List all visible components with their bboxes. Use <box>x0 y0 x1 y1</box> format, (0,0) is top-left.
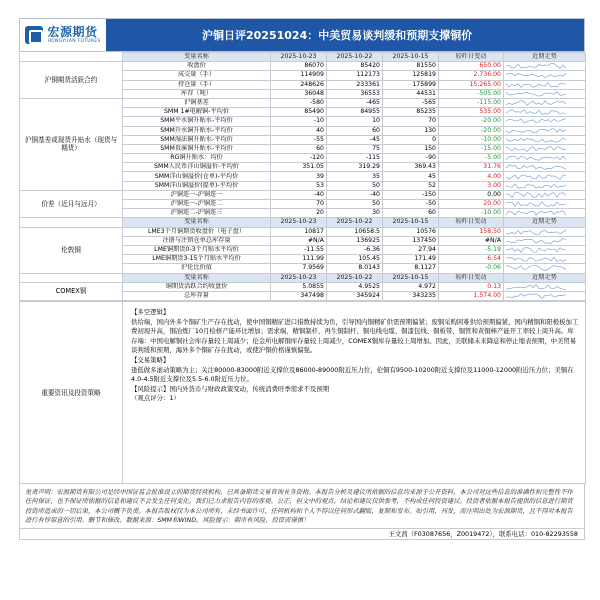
value-cell: -11.55 <box>271 245 327 254</box>
value-cell: -40 <box>271 190 327 199</box>
category-cell: 沪铜期货活跃合约 <box>20 62 123 99</box>
value-cell: 4.972 <box>383 282 439 291</box>
sparkline-path <box>506 238 566 243</box>
change-cell: -10.00 <box>439 209 504 218</box>
trend-cell <box>504 264 586 273</box>
value-cell: 40 <box>271 126 327 135</box>
value-cell: 50 <box>327 181 383 190</box>
change-cell: 31.76 <box>439 163 504 172</box>
trend-sparkline <box>506 292 566 300</box>
column-header: 2025-10-22 <box>327 53 383 62</box>
change-cell: -505.00 <box>439 89 504 98</box>
trend-sparkline <box>506 191 566 199</box>
value-cell: -40 <box>327 190 383 199</box>
value-cell: 60 <box>327 126 383 135</box>
change-cell: 535.00 <box>439 108 504 117</box>
column-header: 2025-10-15 <box>383 273 439 282</box>
trend-cell <box>504 154 586 163</box>
indicator-name: SMM升水铜升贴水-平均价 <box>123 126 271 135</box>
value-cell: 36553 <box>327 89 383 98</box>
column-header: 2025-10-15 <box>383 218 439 227</box>
value-cell: -565 <box>383 98 439 107</box>
value-cell: 10817 <box>271 227 327 236</box>
value-cell: 52 <box>383 181 439 190</box>
value-cell: 4.9525 <box>327 282 383 291</box>
trend-cell <box>504 135 586 144</box>
trend-sparkline <box>506 173 566 181</box>
trend-cell <box>504 117 586 126</box>
value-cell: 175899 <box>383 80 439 89</box>
sparkline-path <box>506 92 566 96</box>
change-cell: 6.54 <box>439 255 504 264</box>
indicator-name: SMM洋山铜溢价(提单)-平均价 <box>123 181 271 190</box>
trend-sparkline <box>506 90 566 98</box>
trend-cell <box>504 245 586 254</box>
value-cell: 75 <box>327 144 383 153</box>
news-paragraph: 供给端，国内外多个铜矿生产存在扰动，使中国铜精矿进口指数持续为负，引导国内铜精矿供需预期偏紧；废铜采购困难供给预期偏紧，国内精铜和阳极板加工费初现升高，铜冶炼厂10月检修产能环比增加；需求端，精铜制杆、再生铜制杆、铜电线电缆、铜漆包线、铜板带、铜管和黄铜棒产能开工率较上周升高。库存端：中国电解铜社会库存量较上周减少；伦金所电解铜库存量较上周减少，COMEX铜库存量较上周增加。因此，美联储未来降息和停止缩表预期，中美贸易谈判缓和预期，海外多个铜矿存在扰动，或使沪铜价格谨慎偏强。 <box>131 317 579 355</box>
sparkline-path <box>506 146 566 151</box>
value-cell: 136925 <box>327 236 383 245</box>
category-cell: 价差（近月与远月） <box>20 190 123 218</box>
column-header: 近期走势 <box>504 218 586 227</box>
trend-cell <box>504 227 586 236</box>
value-cell: 85420 <box>327 62 383 71</box>
value-cell: #N/A <box>271 236 327 245</box>
table-header-row <box>20 53 586 62</box>
value-cell: 0 <box>383 135 439 144</box>
sparkline-path <box>506 64 566 69</box>
trend-cell <box>504 98 586 107</box>
header-spacer <box>20 218 123 227</box>
header-spacer <box>20 273 123 282</box>
indicator-name: 收盘价 <box>123 62 271 71</box>
sparkline-path <box>506 248 566 253</box>
value-cell: 10 <box>327 117 383 126</box>
sparkline-path <box>506 128 566 132</box>
trend-cell <box>504 190 586 199</box>
value-cell: 35 <box>327 172 383 181</box>
value-cell: 114909 <box>271 71 327 80</box>
change-cell: -0.06 <box>439 264 504 273</box>
news-paragraph: 【风险提示】国内外货币与财政政策变动，传统消费旺季需求不及预期 <box>131 384 330 393</box>
indicator-name: LME铜期货0-3个月贴水平均价 <box>123 245 271 254</box>
table-row <box>20 227 586 236</box>
indicator-name: 注册与注销仓单总库存量 <box>123 236 271 245</box>
trend-cell <box>504 200 586 209</box>
trend-cell <box>504 126 586 135</box>
change-cell: 650.00 <box>439 62 504 71</box>
indicator-name: LME铜期货3-15个月贴水平均价 <box>123 255 271 264</box>
trend-sparkline <box>506 255 566 263</box>
table-row <box>20 282 586 291</box>
value-cell: 8.0143 <box>327 264 383 273</box>
change-cell: -5.00 <box>439 154 504 163</box>
column-header: 较昨日变动 <box>439 53 504 62</box>
change-cell: #N/A <box>439 236 504 245</box>
column-header: 2025-10-23 <box>271 53 327 62</box>
column-header: 2025-10-22 <box>327 273 383 282</box>
indicator-name: SMM 1#电解铜-平均价 <box>123 108 271 117</box>
trend-cell <box>504 71 586 80</box>
value-cell: 53 <box>271 181 327 190</box>
trend-sparkline <box>506 163 566 171</box>
disclaimer: 免责声明：宏源期货有限公司是经中国证监会批准设立的期货经营机构，已具备期货交易咨询业务资格。本报告分析及建议所依据的信息均来源于公开资料，本公司对这些信息的准确性和完整性不作任何保证，也不保证所依据的信息和建议不会发生任何变化。我们已力求报告内容的客观、公正，但文中的观点、结论和建议仅供参考，不构成任何投资建议。投资者依据本报告提供的信息进行期货投资所造成的一切后果，本公司概不负责。本报告版权仅为本公司所有，未经书面许可，任何机构和个人不得以任何形式翻版、复制和发布。如引用、刊发，需注明出处为宏源期货，且不得对本报告进行有悖原意的引用、删节和修改。数据来源：SMM和WIND。风险提示：期市有风险，投资需谨慎！ <box>19 484 585 529</box>
indicator-name: SMM洋山铜溢价(仓单)-平均价 <box>123 172 271 181</box>
change-cell: 0.13 <box>439 282 504 291</box>
indicator-name: 沪铜连一-沪铜连二 <box>123 200 271 209</box>
sparkline-path <box>506 202 566 207</box>
trend-sparkline <box>506 62 566 70</box>
value-cell: 10658.5 <box>327 227 383 236</box>
value-cell: 39 <box>271 172 327 181</box>
category-cell: 沪铜基差或现货升贴水（现货与期货） <box>20 98 123 190</box>
report-header <box>19 18 585 52</box>
indicator-name: 成交量（手） <box>123 71 271 80</box>
value-cell: 150 <box>383 144 439 153</box>
sparkline-path <box>506 74 566 78</box>
trend-cell <box>504 144 586 153</box>
analyst-footer: 王文茜（F03087656，Z0019472），联系电话：010-82293558 <box>19 529 585 540</box>
column-header: 较昨日变动 <box>439 218 504 227</box>
change-cell: -20.00 <box>439 126 504 135</box>
trend-sparkline <box>506 81 566 89</box>
trend-cell <box>504 172 586 181</box>
indicator-name: 沪铜基差 <box>123 98 271 107</box>
report-page <box>19 18 585 540</box>
news-paragraph: 【多空逻辑】 <box>131 308 170 317</box>
indicator-name: RG铜升贴水：均价 <box>123 154 271 163</box>
indicator-name: LME3个月铜期货收盘价（电子盘） <box>123 227 271 236</box>
news-paragraph: （观点评分：1） <box>131 394 180 403</box>
column-header: 近期走势 <box>504 53 586 62</box>
value-cell: 347498 <box>271 291 327 300</box>
value-cell: 105.45 <box>327 255 383 264</box>
logo-english: HONGYUAN FUTURES <box>47 38 101 44</box>
trend-sparkline <box>506 209 566 217</box>
value-cell: 137450 <box>383 236 439 245</box>
value-cell: 84955 <box>327 108 383 117</box>
sparkline-path <box>506 138 566 142</box>
change-cell: -15.00 <box>439 144 504 153</box>
value-cell: 8.1127 <box>383 264 439 273</box>
indicator-name: 库存（吨） <box>123 89 271 98</box>
value-cell: 171.49 <box>383 255 439 264</box>
change-cell: 20.00 <box>439 200 504 209</box>
sparkline-path <box>506 192 566 197</box>
value-cell: 70 <box>383 117 439 126</box>
sparkline-path <box>506 184 566 188</box>
value-cell: -115 <box>327 154 383 163</box>
indicator-name: 铜期货活跃合约收盘价 <box>123 282 271 291</box>
value-cell: -580 <box>271 98 327 107</box>
report-title: 沪铜日评20251024：中美贸易谈判缓和预期支撑铜价 <box>106 19 584 51</box>
value-cell: 351.05 <box>271 163 327 172</box>
column-header: 较昨日变动 <box>439 273 504 282</box>
sparkline-path <box>506 211 566 216</box>
indicator-name: SMM人民币洋山铜溢价-平均价 <box>123 163 271 172</box>
trend-sparkline <box>506 108 566 116</box>
value-cell: 111.99 <box>271 255 327 264</box>
trend-cell <box>504 291 586 300</box>
value-cell: 125819 <box>383 71 439 80</box>
trend-sparkline <box>506 283 566 291</box>
trend-sparkline <box>506 237 566 245</box>
indicator-name: SMM平水铜升贴水-平均价 <box>123 117 271 126</box>
sparkline-path <box>506 294 566 299</box>
indicator-name: SMM贵溪铜升贴水-平均价 <box>123 144 271 153</box>
value-cell: 130 <box>383 126 439 135</box>
value-cell: 85235 <box>383 108 439 117</box>
change-cell: -5.19 <box>439 245 504 254</box>
change-cell: 0.00 <box>439 190 504 199</box>
sparkline-path <box>506 284 566 289</box>
sparkline-path <box>506 229 566 234</box>
value-cell: 60 <box>383 209 439 218</box>
value-cell: -10 <box>271 117 327 126</box>
value-cell: 20 <box>271 209 327 218</box>
value-cell: -55 <box>271 135 327 144</box>
trend-cell <box>504 163 586 172</box>
value-cell: 86070 <box>271 62 327 71</box>
value-cell: 27.94 <box>383 245 439 254</box>
trend-cell <box>504 108 586 117</box>
sparkline-path <box>506 82 566 87</box>
indicator-name: SMM湿法铜升贴水-平均价 <box>123 135 271 144</box>
value-cell: 36048 <box>271 89 327 98</box>
value-cell: 85490 <box>271 108 327 117</box>
sparkline-path <box>506 119 566 123</box>
value-cell: 10576 <box>383 227 439 236</box>
indicator-name: 持仓量（手） <box>123 80 271 89</box>
category-cell: 伦敦铜 <box>20 227 123 273</box>
trend-cell <box>504 255 586 264</box>
sparkline-path <box>506 266 566 271</box>
column-header: 2025-10-23 <box>271 273 327 282</box>
sparkline-path <box>506 156 566 160</box>
trend-cell <box>504 89 586 98</box>
news-paragraph: 【交易策略】 <box>131 356 170 365</box>
company-logo <box>20 19 106 51</box>
value-cell: 345924 <box>327 291 383 300</box>
table-row <box>20 62 586 71</box>
value-cell: 44531 <box>383 89 439 98</box>
value-cell: -150 <box>383 190 439 199</box>
indicator-name: 沪伦比价值 <box>123 264 271 273</box>
trend-cell <box>504 62 586 71</box>
category-cell: COMEX铜 <box>20 282 123 300</box>
news-category: 重要资讯及投资策略 <box>20 302 123 484</box>
sparkline-path <box>506 110 566 115</box>
column-header: 变量名称 <box>123 273 271 282</box>
trend-sparkline <box>506 127 566 135</box>
value-cell: -45 <box>327 135 383 144</box>
change-cell: -20.00 <box>439 117 504 126</box>
news-content <box>123 302 586 484</box>
trend-cell <box>504 181 586 190</box>
table-row <box>20 190 586 199</box>
value-cell: 248626 <box>271 80 327 89</box>
logo-icon <box>25 26 43 44</box>
trend-cell <box>504 236 586 245</box>
indicator-name: 沪铜连一-沪铜连一 <box>123 190 271 199</box>
sparkline-path <box>506 165 566 170</box>
sparkline-path <box>506 257 566 261</box>
value-cell: 5.0855 <box>271 282 327 291</box>
trend-sparkline <box>506 136 566 144</box>
value-cell: 369.43 <box>383 163 439 172</box>
column-header: 2025-10-23 <box>271 218 327 227</box>
column-header: 2025-10-15 <box>383 53 439 62</box>
value-cell: 112173 <box>327 71 383 80</box>
news-paragraph: 逢低做多滚动策略为主；关注80000-83000附近支撑位及86000-89000附近压力位，伦铜有9500-10200附近支撑位及11000-12000附近压力位；美铜在4.0-4.5附近支撑位及5.5-6.0附近压力位。 <box>131 365 574 384</box>
value-cell: 319.29 <box>327 163 383 172</box>
trend-cell <box>504 80 586 89</box>
trend-sparkline <box>506 246 566 254</box>
trend-cell <box>504 209 586 218</box>
change-cell: -10.00 <box>439 135 504 144</box>
trend-sparkline <box>506 264 566 272</box>
table-header-row <box>20 218 586 227</box>
change-cell: 15,265.00 <box>439 80 504 89</box>
value-cell: 70 <box>271 200 327 209</box>
change-cell: -115.00 <box>439 98 504 107</box>
change-cell: 4.00 <box>439 172 504 181</box>
trend-sparkline <box>506 145 566 153</box>
trend-sparkline <box>506 99 566 107</box>
value-cell: 50 <box>327 200 383 209</box>
change-cell: 2,736.00 <box>439 71 504 80</box>
column-header: 变量名称 <box>123 218 271 227</box>
sparkline-path <box>506 101 566 106</box>
trend-sparkline <box>506 200 566 208</box>
value-cell: -90 <box>383 154 439 163</box>
column-header: 变量名称 <box>123 53 271 62</box>
value-cell: -50 <box>383 200 439 209</box>
change-cell: 158.50 <box>439 227 504 236</box>
trend-cell <box>504 282 586 291</box>
indicator-name: 沪铜连二-沪铜连三 <box>123 209 271 218</box>
table-header-row <box>20 273 586 282</box>
value-cell: 343235 <box>383 291 439 300</box>
trend-sparkline <box>506 228 566 236</box>
header-spacer <box>20 53 123 62</box>
indicator-name: 总库存量 <box>123 291 271 300</box>
value-cell: 30 <box>327 209 383 218</box>
data-table <box>19 52 586 301</box>
value-cell: -6.36 <box>327 245 383 254</box>
change-cell: 3.00 <box>439 181 504 190</box>
column-header: 2025-10-22 <box>327 218 383 227</box>
value-cell: 45 <box>383 172 439 181</box>
value-cell: 7.9569 <box>271 264 327 273</box>
news-table <box>19 301 586 484</box>
trend-sparkline <box>506 71 566 79</box>
value-cell: 233361 <box>327 80 383 89</box>
trend-sparkline <box>506 182 566 190</box>
value-cell: 60 <box>271 144 327 153</box>
change-cell: 1,574.00 <box>439 291 504 300</box>
value-cell: -120 <box>271 154 327 163</box>
logo-name: 宏源期货 <box>47 24 98 39</box>
value-cell: -465 <box>327 98 383 107</box>
table-row <box>20 98 586 107</box>
trend-sparkline <box>506 154 566 162</box>
trend-sparkline <box>506 117 566 125</box>
value-cell: 81550 <box>383 62 439 71</box>
sparkline-path <box>506 174 566 179</box>
column-header: 近期走势 <box>504 273 586 282</box>
